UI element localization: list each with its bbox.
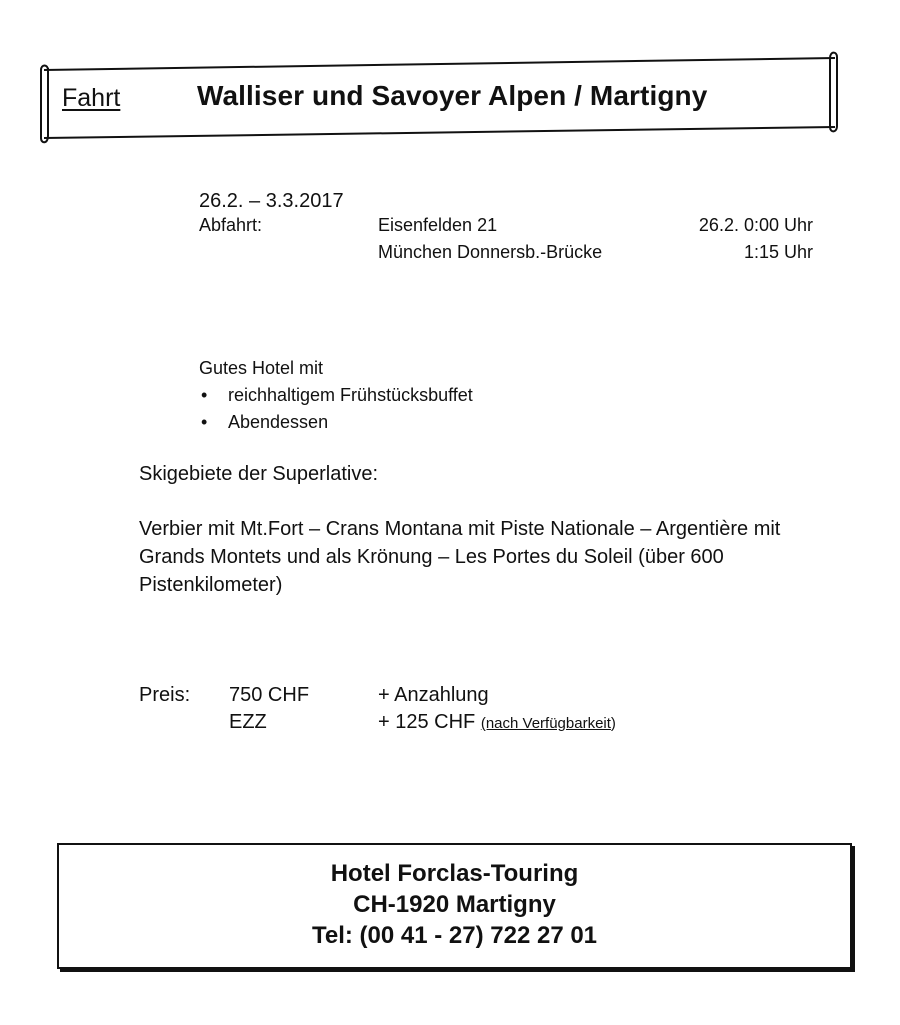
availability-note: (nach Verfügbarkeit bbox=[480, 715, 611, 732]
bullet-icon: • bbox=[201, 385, 208, 405]
hotel-feature: reichhaltigem Frühstücksbuffet bbox=[228, 385, 473, 405]
contact-box bbox=[57, 843, 852, 969]
list-item bbox=[199, 382, 473, 409]
trip-dates: 26.2. – 3.3.2017 bbox=[199, 190, 344, 212]
departure-place-2: München Donnersb.-Brücke bbox=[378, 242, 603, 262]
ski-heading: Skigebiete der Superlative: bbox=[139, 463, 379, 485]
hotel-address: CH-1920 Martigny bbox=[353, 891, 556, 918]
bullet-icon: • bbox=[201, 412, 208, 432]
departure-time-2: 1:15 Uhr bbox=[743, 242, 813, 262]
price-item-2: EZZ bbox=[229, 711, 267, 733]
price-note-2-amount: + 125 CHF bbox=[378, 711, 476, 733]
price-label: Preis: bbox=[139, 684, 191, 706]
price-item-1: 750 CHF bbox=[229, 684, 310, 706]
hotel-intro: Gutes Hotel mit bbox=[199, 358, 324, 378]
hotel-name: Hotel Forclas-Touring bbox=[330, 860, 579, 887]
page-title: Walliser und Savoyer Alpen / Martigny bbox=[197, 80, 708, 111]
departure-label: Abfahrt: bbox=[199, 215, 263, 235]
departure-place-1: Eisenfelden 21 bbox=[378, 215, 498, 235]
price-note-1: + Anzahlung bbox=[378, 684, 489, 706]
ski-description: Verbier mit Mt.Fort – Crans Montana mit Piste Nationale – Argentière mit Grands Montets und als Krönung – Les Portes du Soleil (über 600 Pistenkilometer) bbox=[139, 518, 781, 596]
hotel-phone: Tel: (00 41 - 27) 722 27 01 bbox=[311, 922, 598, 949]
hotel-feature: Abendessen bbox=[228, 412, 329, 432]
list-item bbox=[199, 409, 473, 436]
price-note-2 bbox=[378, 711, 616, 735]
hotel-feature-list bbox=[199, 382, 473, 436]
availability-note-close: ) bbox=[610, 715, 616, 732]
departure-time-1: 26.2. 0:00 Uhr bbox=[698, 215, 813, 235]
trip-label: Fahrt bbox=[62, 84, 121, 112]
